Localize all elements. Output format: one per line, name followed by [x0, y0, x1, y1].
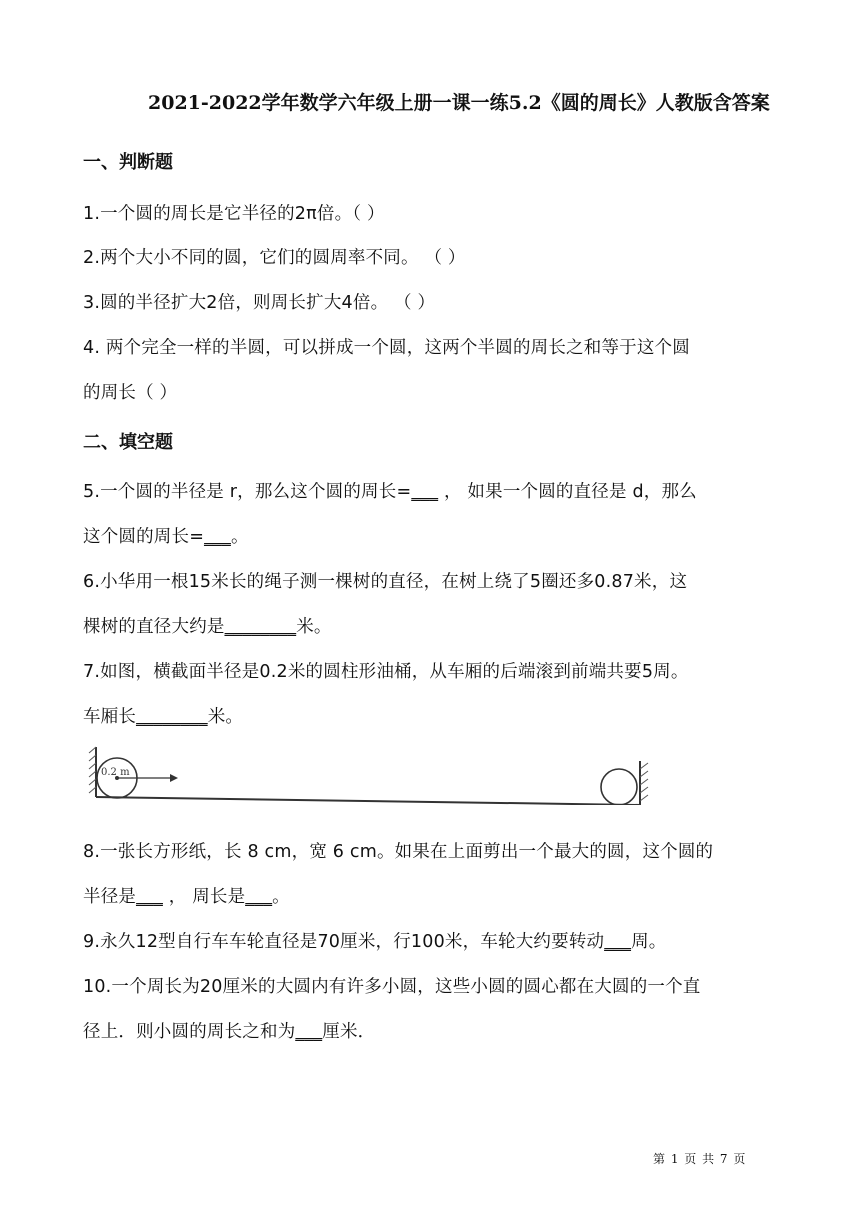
left-wall-hatch: [89, 747, 96, 793]
text: ， 如果一个圆的直径是 d，那么: [438, 482, 697, 502]
question-4-line-1: 4. 两个完全一样的半圆，可以拼成一个圆，这两个半圆的周长之和等于这个圆: [83, 338, 690, 358]
text: 米。: [296, 617, 332, 637]
truck-bed-figure: [88, 743, 658, 805]
answer-blank: ___: [295, 1022, 323, 1042]
question-5-line-1: [83, 470, 783, 514]
document-title: 2021-2022学年数学六年级上册一课一练5.2《圆的周长》人教版含答案: [148, 92, 770, 114]
section-heading-judgement: 一、判断题: [83, 152, 173, 173]
question-7-line-1: 7.如图，横截面半径是0.2米的圆柱形油桶，从车厢的后端滚到前端共要5周。: [83, 662, 689, 682]
arrow-head: [170, 774, 178, 782]
question-2: 2.两个大小不同的圆，它们的圆周率不同。 （ ）: [83, 248, 466, 268]
answer-blank: ________: [136, 707, 208, 727]
text: 车厢长: [83, 707, 137, 727]
text: 。: [230, 527, 249, 547]
question-6-line-1: 6.小华用一根15米长的绳子测一棵树的直径，在树上绕了5圈还多0.87米，这: [83, 572, 688, 592]
answer-blank: ___: [204, 527, 231, 547]
text: 径上．则小圆的周长之和为: [83, 1022, 296, 1042]
text: 周。: [631, 932, 667, 952]
question-10-line-2: [83, 1010, 783, 1054]
page-footer: 第 1 页 共 7 页: [653, 1152, 747, 1166]
question-9: [83, 920, 783, 964]
right-wall-hatch: [640, 763, 648, 801]
text: 米。: [207, 707, 244, 727]
answer-blank: ___: [604, 932, 632, 952]
text: 。: [272, 887, 290, 907]
text: 这个圆的周长=: [83, 527, 205, 547]
question-10-line-1: 10.一个周长为20厘米的大圆内有许多小圆，这些小圆的圆心都在大圆的一个直: [83, 977, 701, 997]
answer-blank: ___: [245, 887, 273, 907]
question-8-line-2: [83, 875, 783, 919]
section-heading-fill-in: 二、填空题: [83, 432, 173, 453]
question-8-line-1: 8.一张长方形纸，长 8 cm，宽 6 cm。如果在上面剪出一个最大的圆，这个圆的: [83, 842, 714, 862]
question-7-line-2: [83, 695, 783, 739]
text: 厘米．: [322, 1022, 376, 1042]
floor-line: [96, 797, 640, 805]
question-6-line-2: [83, 605, 783, 649]
barrel-end-circle: [601, 769, 637, 805]
text: 半径是: [83, 887, 137, 907]
answer-blank: ___: [136, 887, 163, 907]
text: 棵树的直径大约是: [83, 617, 225, 637]
question-4-line-2: 的周长（ ）: [83, 383, 178, 403]
question-1: 1.一个圆的周长是它半径的2π倍。（ ）: [83, 204, 385, 224]
answer-blank: ________: [224, 617, 297, 637]
text: ， 周长是: [162, 887, 246, 907]
question-3: 3.圆的半径扩大2倍，则周长扩大4倍。 （ ）: [83, 293, 436, 313]
answer-blank: ___: [411, 482, 439, 502]
question-5-line-2: [83, 515, 783, 559]
radius-label: 0.2 m: [101, 767, 130, 778]
text: 5.一个圆的半径是 r，那么这个圆的周长=: [83, 482, 412, 502]
text: 9.永久12型自行车车轮直径是70厘米，行100米，车轮大约要转动: [83, 932, 605, 952]
